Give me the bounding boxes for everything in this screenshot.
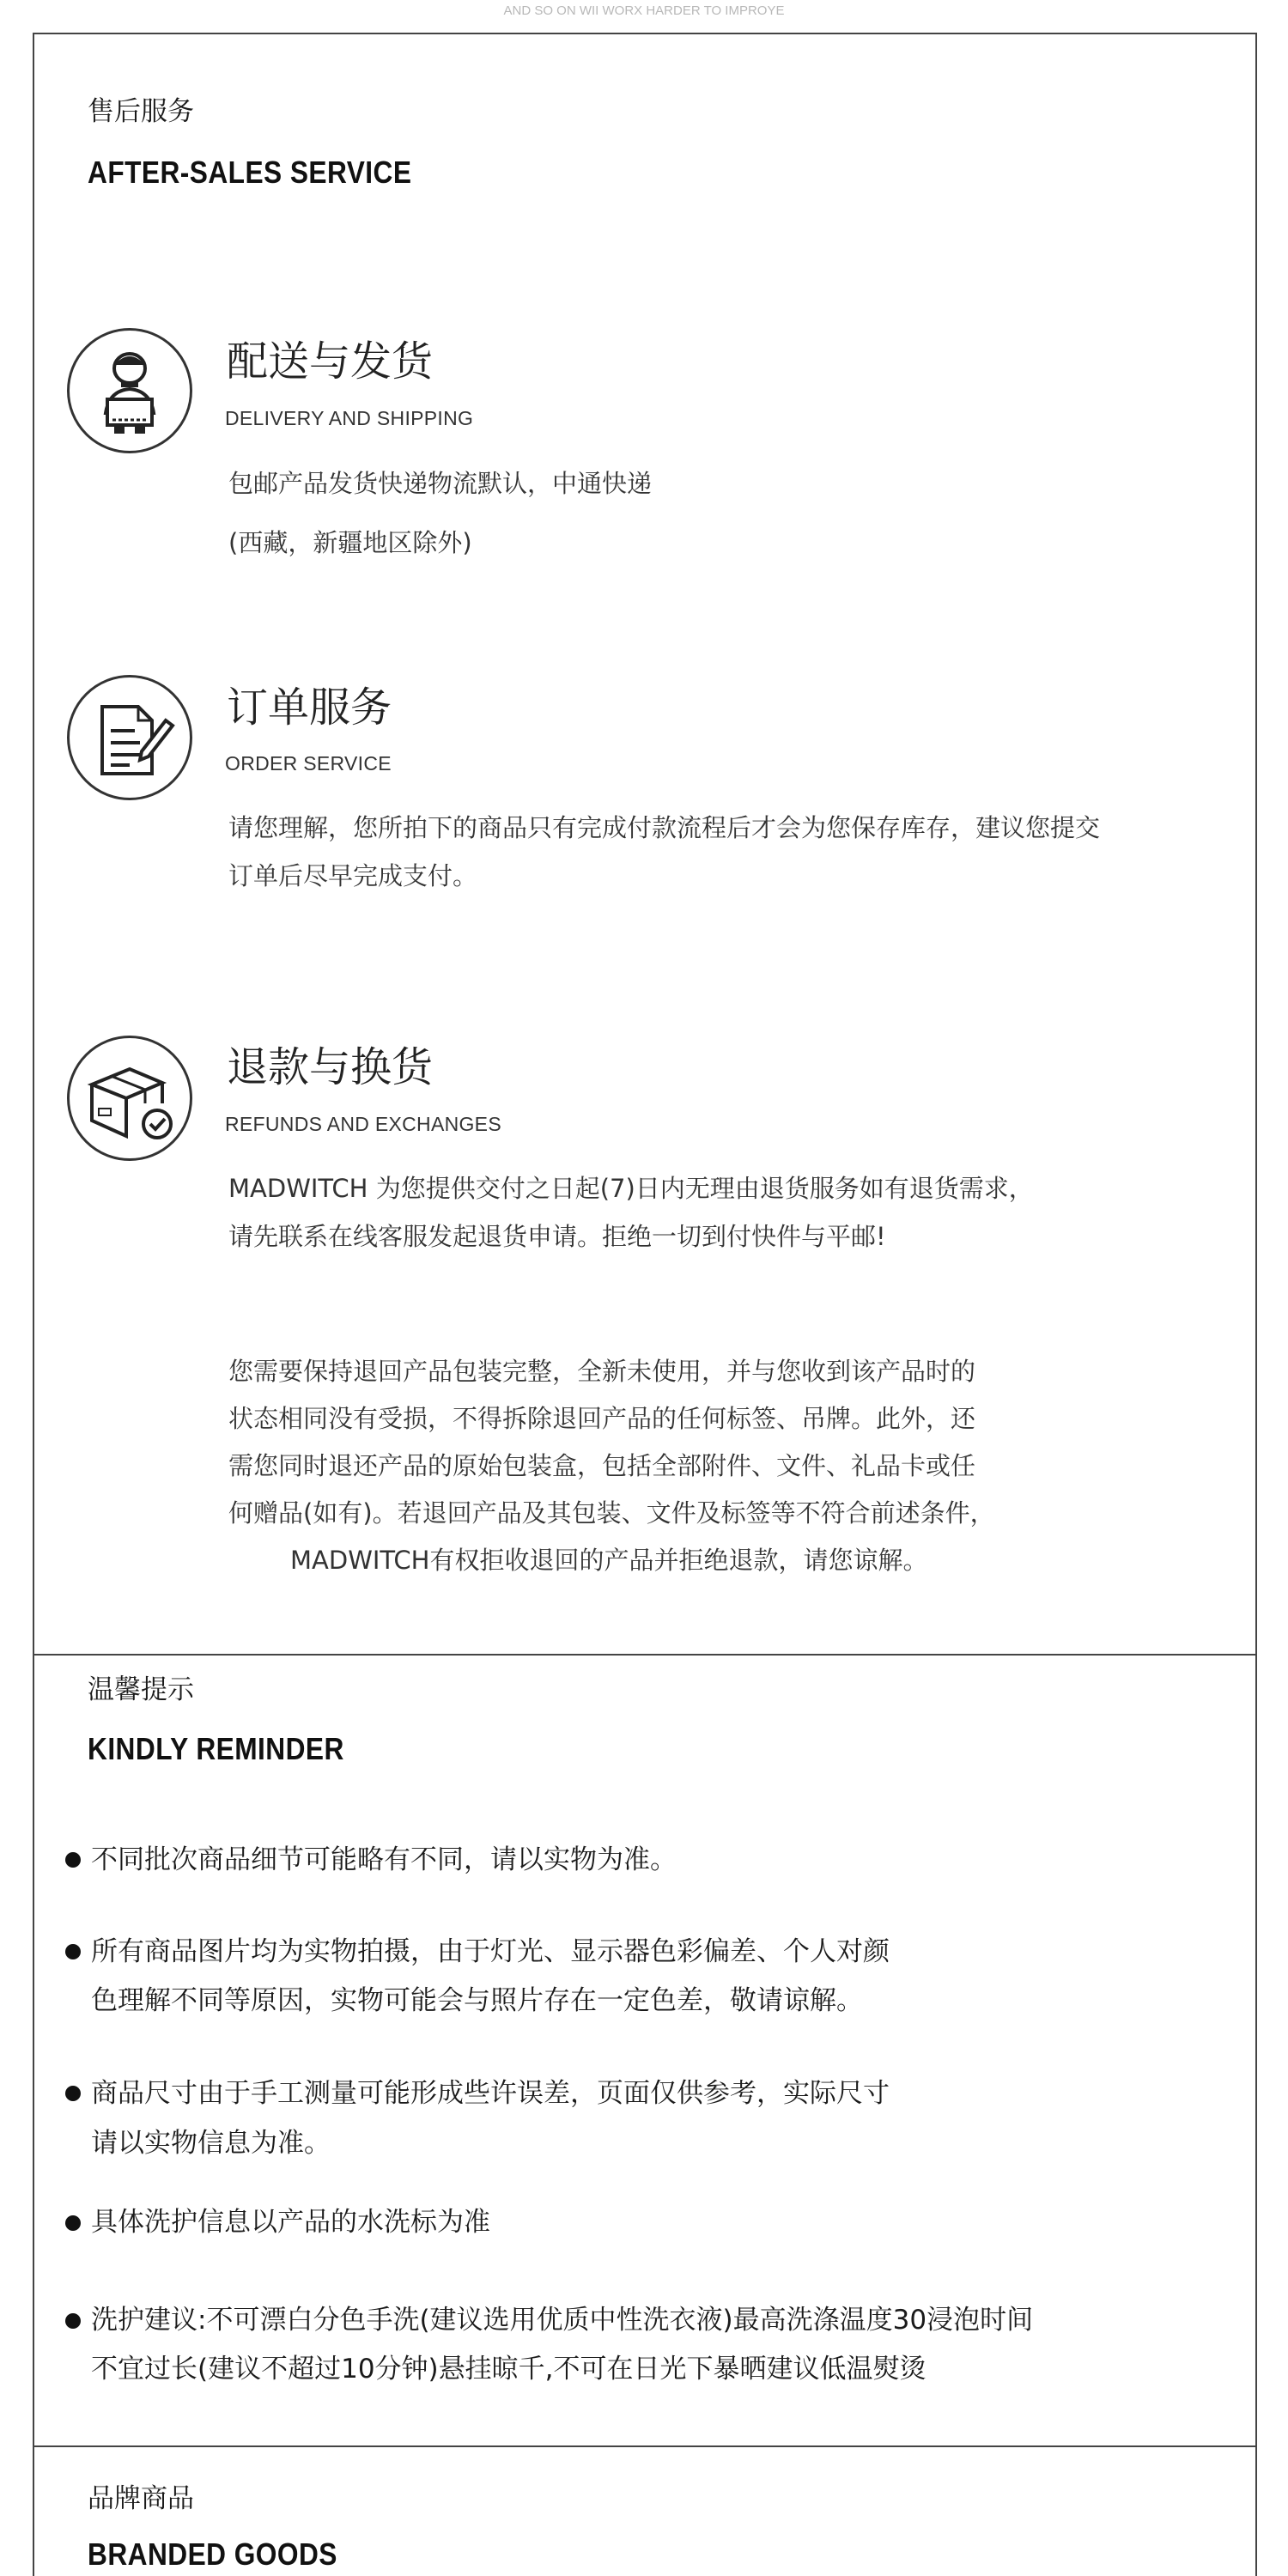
reminder-title-en: KINDLY REMINDER (88, 1731, 344, 1766)
reminder-item-5-line-1: 洗护建议:不可漂白分色手洗(建议选用优质中性洗衣液)最高洗涤温度30浸泡时间 (91, 2305, 1034, 2336)
reminder-item-4-line-1: 具体洗护信息以产品的水洗标为准 (91, 2207, 490, 2238)
reminder-item-2-line-1: 所有商品图片均为实物拍摄，由于灯光、显示器色彩偏差、个人对颜 (91, 1936, 890, 1967)
order-subtitle: ORDER SERVICE (225, 752, 392, 775)
document-pen-icon (67, 675, 192, 800)
delivery-line-2: (西藏，新疆地区除外) (228, 528, 472, 557)
after-sales-title-cn: 售后服务 (88, 96, 194, 127)
refund-note-line-2: 状态相同没有受损，不得拆除退回产品的任何标签、吊牌。此外，还 (228, 1404, 976, 1433)
refund-note-line-3: 需您同时退还产品的原始包装盒，包括全部附件、文件、礼品卡或任 (228, 1451, 976, 1480)
delivery-person-icon (67, 328, 192, 453)
top-banner: AND SO ON WII WORX HARDER TO IMPROYE (503, 3, 785, 18)
package-check-icon (67, 1036, 192, 1161)
refund-note-line-4: 何赠品(如有)。若退回产品及其包装、文件及标签等不符合前述条件， (228, 1498, 995, 1528)
delivery-subtitle: DELIVERY AND SHIPPING (225, 407, 474, 429)
reminder-title-cn: 温馨提示 (88, 1674, 194, 1705)
reminder-bullet-5 (65, 2313, 81, 2329)
branded-title-en: BRANDED GOODS (88, 2537, 337, 2572)
reminder-item-3-line-1: 商品尺寸由于手工测量可能形成些许误差，页面仅供参考，实际尺寸 (91, 2078, 890, 2109)
delivery-title: 配送与发货 (227, 337, 434, 386)
refund-line-1: MADWITCH 为您提供交付之日起(7)日内无理由退货服务如有退货需求， (228, 1174, 1034, 1203)
order-line-1: 请您理解，您所拍下的商品只有完成付款流程后才会为您保存库存，建议您提交 (228, 813, 1101, 842)
refund-note-line-1: 您需要保持退回产品包装完整，全新未使用，并与您收到该产品时的 (228, 1357, 976, 1386)
after-sales-title-en: AFTER-SALES SERVICE (88, 155, 412, 190)
reminder-item-3-line-2: 请以实物信息为准。 (91, 2128, 331, 2159)
reminder-bullet-1 (65, 1852, 81, 1868)
order-line-2: 订单后尽早完成支付。 (228, 861, 478, 890)
refund-note-line-5: MADWITCH有权拒收退回的产品并拒绝退款，请您谅解。 (290, 1546, 928, 1575)
order-title: 订单服务 (227, 683, 392, 732)
reminder-bullet-3 (65, 2086, 81, 2101)
branded-title-cn: 品牌商品 (88, 2483, 194, 2514)
refund-subtitle: REFUNDS AND EXCHANGES (225, 1113, 501, 1135)
refund-title: 退款与换货 (227, 1043, 434, 1091)
reminder-bullet-4 (65, 2215, 81, 2231)
reminder-bullet-2 (65, 1944, 81, 1959)
reminder-item-2-line-2: 色理解不同等原因，实物可能会与照片存在一定色差，敬请谅解。 (91, 1985, 863, 2016)
reminder-item-5-line-2: 不宜过长(建议不超过10分钟)悬挂晾千,不可在日光下暴晒建议低温熨烫 (91, 2354, 927, 2385)
refund-line-2: 请先联系在线客服发起退货申请。拒绝一切到付快件与平邮! (228, 1222, 886, 1251)
reminder-item-1-line-1: 不同批次商品细节可能略有不同，请以实物为准。 (91, 1844, 677, 1875)
delivery-line-1: 包邮产品发货快递物流默认，中通快递 (228, 469, 653, 498)
